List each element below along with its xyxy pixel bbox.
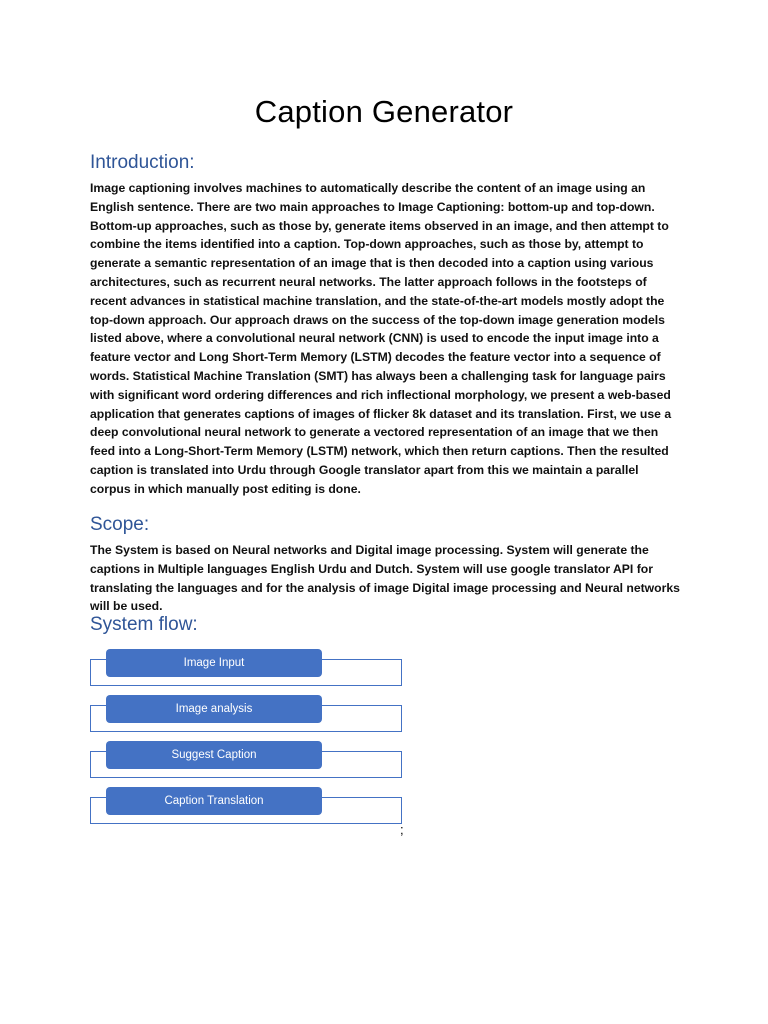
flow-step-image-analysis xyxy=(90,695,402,735)
introduction-heading: Introduction: xyxy=(90,152,195,173)
flow-step-box: Caption Translation xyxy=(106,787,322,815)
flow-step-box: Image analysis xyxy=(106,695,322,723)
flow-step-box: Suggest Caption xyxy=(106,741,322,769)
flow-step-image-input xyxy=(90,649,402,689)
flow-step-box: Image Input xyxy=(106,649,322,677)
flow-step-caption-translation xyxy=(90,787,402,827)
system-flow-heading: System flow: xyxy=(90,614,198,635)
page-title: Caption Generator xyxy=(254,94,514,129)
scope-heading: Scope: xyxy=(90,514,150,535)
trailing-semicolon: ; xyxy=(400,822,404,837)
scope-paragraph: The System is based on Neural networks and Digital image processing. System will generate the captions in Multiple languages English Urdu and Dutch. System will use google translator API for translating the languages and for the analysis of image Digital image processing and Neural networks will be used. xyxy=(90,543,680,614)
introduction-paragraph: Image captioning involves machines to automatically describe the content of an image using an English sentence. There are two main approaches to Image Captioning: bottom-up and top-down. Bottom-up approaches, such as those by, generate items observed in an image, and then attempt to combine the items identified into a caption. Top-down approaches, such as those by, attempt to generate a semantic representation of an image that is then decoded into a caption using various architectures, such as recurrent neural networks. The latter approach follows in the footsteps of recent advances in statistical machine translation, and the state-of-the-art models mostly adopt the top-down approach. Our approach draws on the success of the top-down image generation models listed above, where a convolutional neural network (CNN) is used to encode the input image into a feature vector and Long Short-Term Memory (LSTM) decodes the feature vector into a sequence of words. Statistical Machine Translation (SMT) has always been a challenging task for language pairs with significant word ordering differences and rich inflectional morphology, we present a web-based application that generates captions of images of flicker 8k dataset and its translation. First, we use a deep convolutional neural network to generate a vectored representation of an image that we then feed into a Long-Short-Term Memory (LSTM) network, which then return captions. Then the resulted caption is translated into Urdu through Google translator apart from this we maintain a parallel corpus in which manually post editing is done. xyxy=(90,181,672,496)
flow-step-suggest-caption xyxy=(90,741,402,781)
